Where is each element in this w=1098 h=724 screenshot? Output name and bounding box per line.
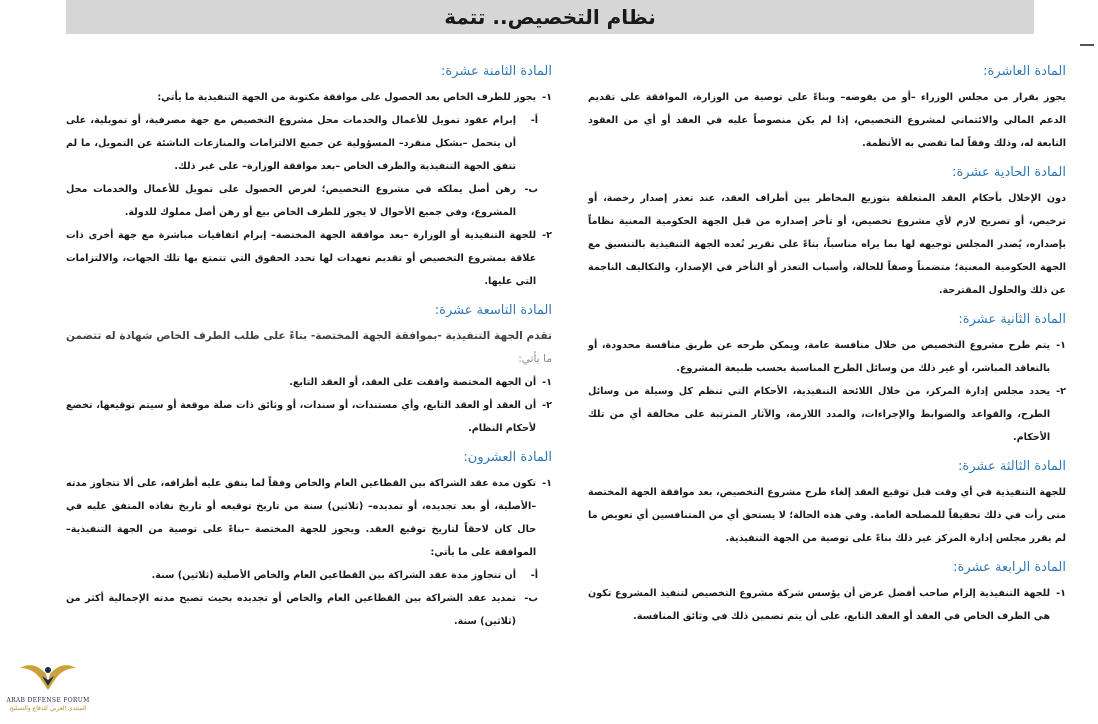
- item-number: ٢-: [542, 230, 552, 241]
- page-title: نظام التخصيص.. تتمة: [444, 5, 656, 29]
- list-item: [588, 380, 1066, 449]
- item-number: ١-: [1056, 340, 1066, 351]
- sub-item: [66, 109, 552, 178]
- item-number: ١-: [542, 92, 552, 103]
- sub-item: [66, 178, 552, 224]
- item-text: يحدد مجلس إدارة المركز، من خلال اللائحة التنفيذية، الأحكام التي تنظم كل وسيلة من وسائل الطرح، والقواعد والضوابط والإجراءات، والمدد اللازمة، والآثار المترتبة على مخالفة أي من تلك الأحكام.: [588, 386, 1051, 443]
- item-number: ٢-: [1056, 386, 1066, 397]
- title-bar: [66, 0, 1034, 34]
- item-letter: ب-: [524, 184, 538, 195]
- article-13: [588, 455, 1066, 550]
- list-item: [588, 334, 1066, 380]
- article-14: [588, 556, 1066, 628]
- left-column: [66, 60, 552, 639]
- item-letter: أ-: [530, 115, 538, 126]
- forum-watermark: [4, 656, 92, 724]
- item-text: للجهة التنفيذية إلزام صاحب أفضل عرض أن يؤسس شركة مشروع التخصيص لتنفيذ المشروع تكون هي الطرف الخاص في العقد أو العقد التابع، على أن يتم تضمين ذلك في وثائق المنافسة.: [588, 588, 1051, 622]
- list-item: [66, 472, 552, 564]
- list-item: [66, 86, 552, 109]
- article-heading: المادة الحادية عشرة:: [952, 165, 1066, 180]
- sub-item: [66, 587, 552, 633]
- item-number: ١-: [542, 478, 552, 489]
- item-letter: أ-: [530, 570, 538, 581]
- article-19: [66, 299, 552, 440]
- item-letter: ب-: [524, 593, 538, 604]
- intro-tail: ما يأتي:: [518, 353, 552, 365]
- item-text: أن تتجاوز مدة عقد الشراكة بين القطاعين العام والخاص الأصلية (ثلاثين) سنة.: [151, 570, 516, 581]
- watermark-line2: المنتدى العربي للدفاع والتسليح: [9, 705, 87, 712]
- intro-text: تقدم الجهة التنفيذية -بموافقة الجهة المختصة- بناءً على طلب الطرف الخاص شهادة له تتضمن: [66, 330, 552, 342]
- article-heading: المادة الثالثة عشرة:: [958, 459, 1066, 474]
- article-heading: المادة الثامنة عشرة:: [441, 64, 552, 79]
- article-text: للجهة التنفيذية في أي وقت قبل توقيع العقد إلغاء طرح مشروع التخصيص، بعد موافقة الجهة المختصة متى رأت في ذلك تحقيقاً للمصلحة العامة. وفي هذه الحالة؛ لا يستحق أي من المتنافسين أي تعويض ما لم يقرر مجلس إدارة المركز غير ذلك بناءً على توصية من الجهة التنفيذية.: [588, 487, 1066, 544]
- article-heading: المادة الرابعة عشرة:: [953, 560, 1066, 575]
- article-text: يجوز بقرار من مجلس الوزراء –أو من يفوضه– وبناءً على توصية من الوزارة، الموافقة على تقديم الدعم المالي والائتماني لمشروع التخصيص، إذا لم يكن منصوصاً عليه في العقد أو أي من العقود التابعة له، وذلك وفقاً لما تقضي به الأنظمة.: [588, 92, 1066, 149]
- list-item: [588, 582, 1066, 628]
- article-text: دون الإخلال بأحكام العقد المتعلقة بتوزيع المخاطر بين أطراف العقد، عند تعذر إصدار رخصة، أو ترخيص، أو تصريح لازم لأي مشروع تخصيص، أو تأخر إصداره من قبل الجهة الحكومية المعنية نظاماً بإصداره، يُصدر المجلس توجيهه لها بما يراه مناسباً، بناءً على تقرير تُعده الجهة التنفيذية بالتنسيق مع الجهة الحكومية المعنية؛ متضمناً وصفاً للحالة، وأسباب التعذر أو التأخر في الإصدار، والتكاليف الناجمة عن ذلك والحلول المقترحة.: [588, 193, 1066, 296]
- item-number: ١-: [1056, 588, 1066, 599]
- article-heading: المادة العاشرة:: [983, 64, 1066, 79]
- watermark-line1: ARAB DEFENSE FORUM: [6, 697, 90, 704]
- article-11: [588, 161, 1066, 302]
- article-20: [66, 446, 552, 633]
- list-item: [66, 224, 552, 293]
- item-text: أن العقد أو العقد التابع، وأي مستندات، أو سندات، أو وثائق ذات صلة موقعة أو سيتم توقيعها، تخضع لأحكام النظام.: [66, 400, 537, 434]
- item-number: ١-: [542, 377, 552, 388]
- article-18: [66, 60, 552, 293]
- item-text: للجهة التنفيذية أو الوزارة –بعد موافقة الجهة المختصة– إبرام اتفاقيات مباشرة مع جهة أخرى ذات علاقة بمشروع التخصيص أو تقديم تعهدات لها تحدد الحقوق التي تتمتع بها تلك الجهات، والالتزامات التي عليها.: [66, 230, 537, 287]
- item-text: يجوز للطرف الخاص بعد الحصول على موافقة مكتوبة من الجهة التنفيذية ما يأتي:: [157, 92, 537, 103]
- article-heading: المادة العشرون:: [463, 450, 552, 465]
- item-text: يتم طرح مشروع التخصيص من خلال منافسة عامة، ويمكن طرحه عن طريق منافسة محدودة، أو بالتعاقد المباشر، أو غير ذلك من وسائل الطرح المناسبة بحسب طبيعة المشروع.: [588, 340, 1051, 374]
- item-text: أن الجهة المختصة وافقت على العقد، أو العقد التابع.: [289, 377, 537, 388]
- item-text: رهن أصل يملكه في مشروع التخصيص؛ لغرض الحصول على تمويل للأعمال والخدمات محل المشروع، وفي جميع الأحوال لا يجوز للطرف الخاص بيع أو رهن أصل مملوك للدولة.: [66, 184, 516, 218]
- list-item: [66, 394, 552, 440]
- article-heading: المادة الثانية عشرة:: [958, 312, 1066, 327]
- article-10: [588, 60, 1066, 155]
- article-heading: المادة التاسعة عشرة:: [434, 303, 552, 318]
- article-12: [588, 308, 1066, 449]
- item-text: إبرام عقود تمويل للأعمال والخدمات محل مشروع التخصيص مع جهة مصرفية، أو تمويلية، على أن يتحمل –بشكل منفرد– المسؤولية عن جميع الالتزامات والمنازعات الناشئة عن التمويل، ما لم تتفق الجهة التنفيذية والطرف الخاص –بعد موافقة الوزارة– على غير ذلك.: [66, 115, 516, 172]
- sub-item: [66, 564, 552, 587]
- right-column: [588, 60, 1066, 634]
- article-intro: [66, 325, 552, 371]
- list-item: [66, 371, 552, 394]
- edge-mark: [1080, 44, 1094, 46]
- item-text: تكون مدة عقد الشراكة بين القطاعين العام والخاص وفقاً لما يتفق عليه أطرافه، على ألا تتجاوز مدته –الأصلية، أو بعد تجديده، أو تمديده– (ثلاثين) سنة من تاريخ توقيعه أو تاريخ نفاذه المتفق عليه في حال كان لاحقاً لتاريخ توقيع العقد. ويجوز للجهة المختصة –بناءً على توصية من الجهة التنفيذية– الموافقة على ما يأتي:: [66, 478, 537, 558]
- eagle-logo-icon: [18, 656, 78, 696]
- item-number: ٢-: [542, 400, 552, 411]
- item-text: تمديد عقد الشراكة بين القطاعين العام والخاص أو تجديده بحيث تصبح مدته الإجمالية أكثر من (ثلاثين) سنة.: [66, 593, 516, 627]
